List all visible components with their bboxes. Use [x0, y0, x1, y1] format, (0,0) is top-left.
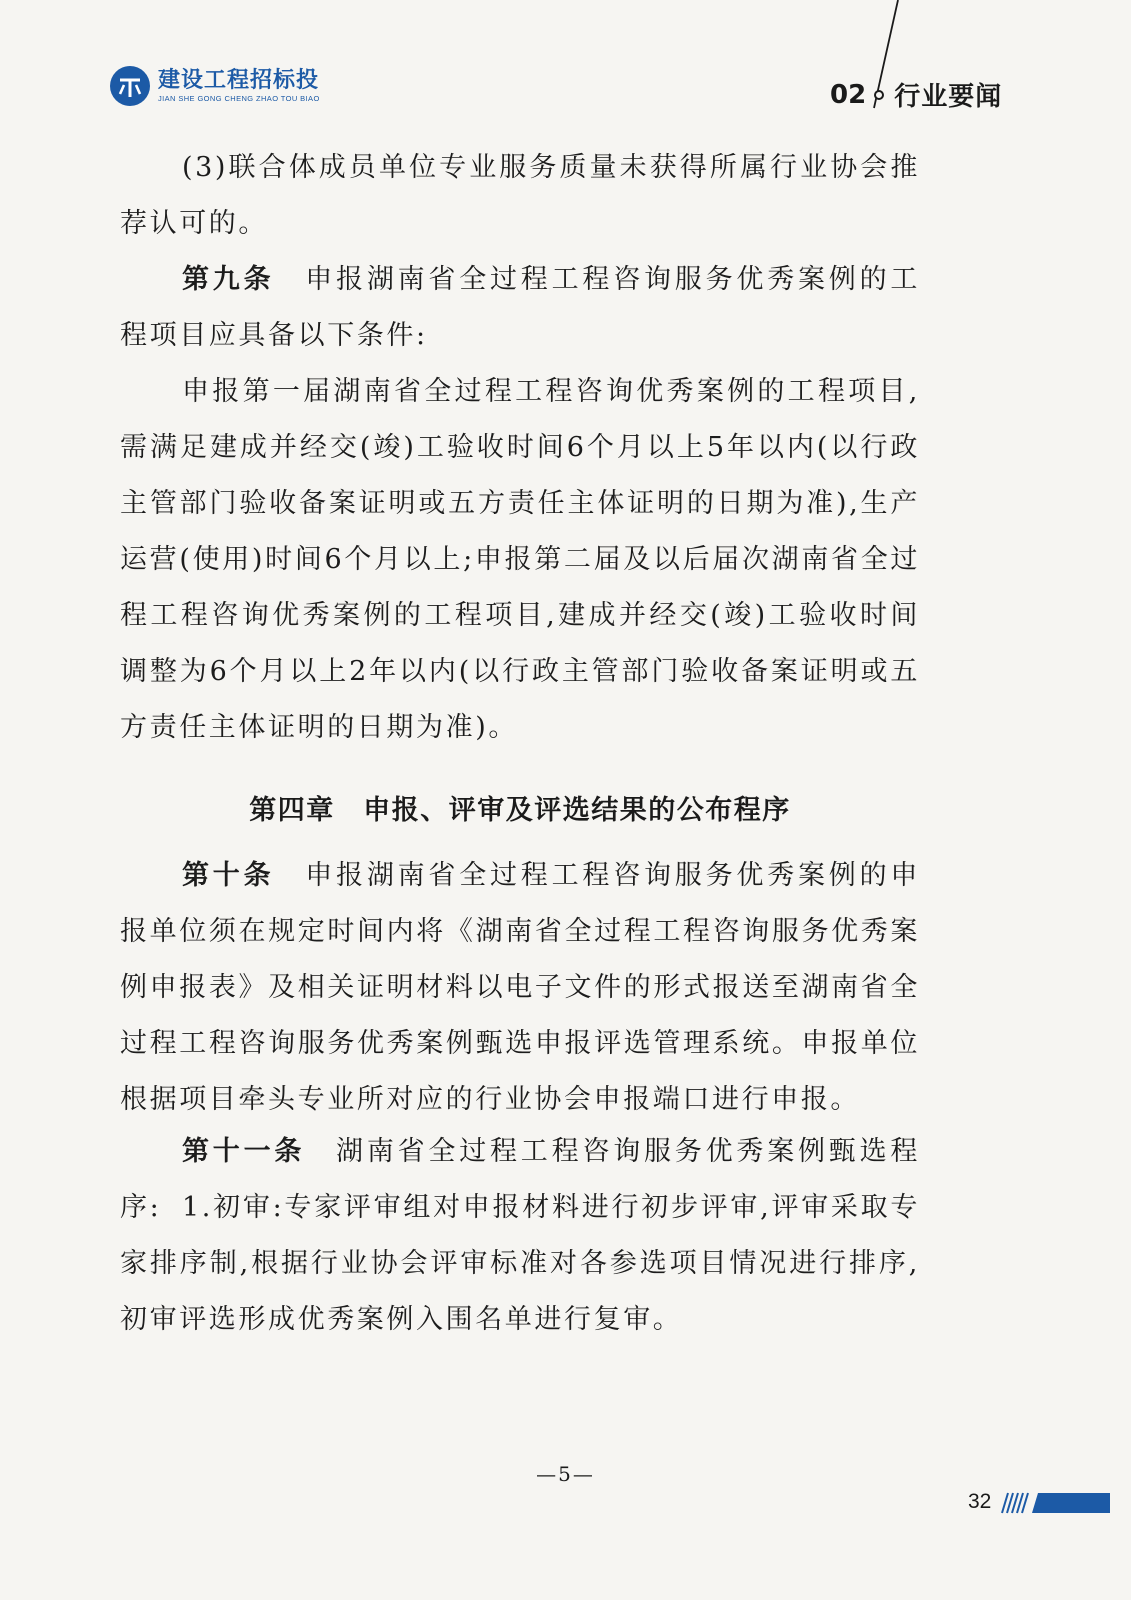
article-10 [120, 848, 920, 1128]
logo-chinese-title: 建设工程招标投 [158, 68, 320, 93]
article-11-text: 湖南省全过程工程咨询服务优秀案例甄选程序: [120, 1136, 920, 1223]
section-dot-icon [874, 90, 884, 100]
article-11-label: 第十一条 [182, 1136, 306, 1167]
article-9-label: 第九条 [182, 264, 275, 295]
chapter-heading: 第四章 申报、评审及评选结果的公布程序 [249, 795, 791, 826]
article-10-label: 第十条 [182, 860, 275, 891]
paragraph-item-3: (3)联合体成员单位专业服务质量未获得所属行业协会推荐认可的。 [120, 152, 920, 239]
section-number: 02 [830, 79, 867, 110]
article-10-text: 申报湖南省全过程工程咨询服务优秀案例的申报单位须在规定时间内将《湖南省全过程工程咨询服务优秀案例申报表》及相关证明材料以电子文件的形式报送至湖南省全过程工程咨询服务优秀案例甄选申报评选管理系统。申报单位根据项目牵头专业所对应的行业协会申报端口进行申报。 [120, 860, 920, 1115]
magazine-logo [110, 66, 320, 106]
document-page-number: —5— [536, 1462, 595, 1486]
article-9-text: 申报湖南省全过程工程咨询服务优秀案例的工程项目应具备以下条件: [120, 264, 920, 351]
logo-emblem-icon [110, 66, 150, 106]
magazine-page-number: 32 [968, 1490, 992, 1513]
paragraph-conditions: 申报第一届湖南省全过程工程咨询优秀案例的工程项目,需满足建成并经交(竣)工验收时间6个月以上5年以内(以行政主管部门验收备案证明或五方责任主体证明的日期为准),生产运营(使用)时间6个月以上;申报第二届及以后届次湖南省全过程工程咨询优秀案例的工程项目,建成并经交(竣)工验收时间调整为6个月以上2年以内(以行政主管部门验收备案证明或五方责任主体证明的日期为准)。 [120, 376, 920, 743]
logo-pinyin-title: JIAN SHE GONG CHENG ZHAO TOU BIAO [158, 94, 320, 103]
article-9 [120, 252, 920, 364]
section-name: 行业要闻 [894, 82, 1003, 112]
paragraph-first-review: 1.初审:专家评审组对申报材料进行初步评审,评审采取专家排序制,根据行业协会评审标准对各参选项目情况进行排序,初审评选形成优秀案例入围名单进行复审。 [120, 1192, 920, 1335]
section-tag [830, 76, 1002, 113]
page-stripe-decoration [998, 1491, 1110, 1515]
